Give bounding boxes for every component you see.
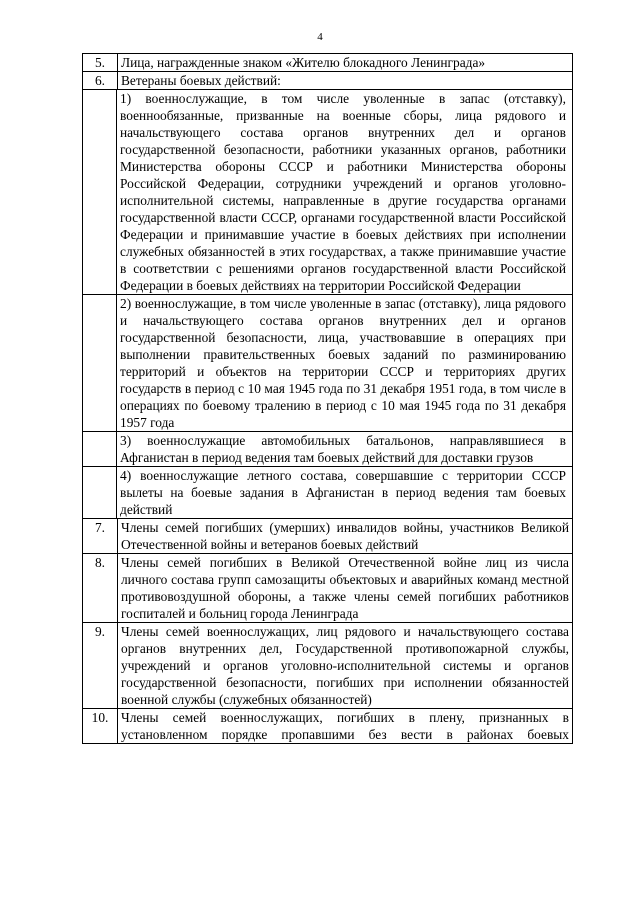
row-text: Члены семей военнослужащих, погибших в плену, признанных в установленном порядке пропавшими без вести в районах боевых (118, 709, 573, 744)
table-row (83, 519, 573, 554)
row-text: Ветераны боевых действий: (118, 72, 573, 90)
row-number: 8. (83, 554, 118, 623)
row-number: 5. (83, 54, 118, 72)
table-row (83, 709, 573, 744)
table-subrow (83, 467, 573, 519)
subrow-text: 3) военнослужащие автомобильных батальонов, направлявшиеся в Афганистан в период ведения там боевых действий для доставки грузов (116, 432, 569, 466)
subrow-text: 4) военнослужащие летного состава, совершавшие с территории СССР вылеты на боевые задания в Афганистан в период ведения там боевых действий (116, 467, 569, 518)
table-row (83, 72, 573, 90)
table-subrow (83, 432, 573, 467)
row-text: Члены семей погибших (умерших) инвалидов войны, участников Великой Отечественной войны и ветеранов боевых действий (118, 519, 573, 554)
table-row (83, 54, 573, 72)
row-number: 9. (83, 623, 118, 709)
row-text: Лица, награжденные знаком «Жителю блокадного Ленинграда» (118, 54, 573, 72)
subrow-text: 1) военнослужащие, в том числе уволенные в запас (отставку), военнообязанные, призванные на военные сборы, лица рядового и начальствующего состава органов внутренних дел и органов государственной безопасности, работники указанных органов, работники Министерства обороны СССР и работники Министерства обороны Российской Федерации, сотрудники учреждений и органов уголовно-исполнительной системы, направленные в другие государства органами государственной власти СССР, органами государственной власти Российской Федерации и принимавшие участие в боевых действиях при исполнении служебных обязанностей в этих государствах, а также принимавшие участие в соответствии с решениями органов государственной власти Российской Федерации в боевых действиях на территории Российской Федерации (116, 90, 569, 294)
page-number: 4 (317, 31, 323, 43)
row-number: 7. (83, 519, 118, 554)
subrow-cell (83, 432, 573, 467)
subrow-cell (83, 467, 573, 519)
categories-table (82, 53, 573, 744)
table-subrow (83, 90, 573, 295)
row-number: 10. (83, 709, 118, 744)
table-subrow (83, 295, 573, 432)
row-text: Члены семей военнослужащих, лиц рядового и начальствующего состава органов внутренних дел, Государственной противопожарной службы, учреждений и органов уголовно-исполнительной системы и органов государственной безопасности, погибших при исполнении обязанностей военной службы (служебных обязанностей) (118, 623, 573, 709)
row-text: Члены семей погибших в Великой Отечественной войне лиц из числа личного состава групп самозащиты объектовых и аварийных команд местной противовоздушной обороны, а также члены семей погибших работников госпиталей и больниц города Ленинграда (118, 554, 573, 623)
subrow-text: 2) военнослужащие, в том числе уволенные в запас (отставку), лица рядового и начальствующего состава органов внутренних дел и органов государственной безопасности, лица, участвовавшие в операциях при выполнении правительственных боевых заданий по разминированию территорий и объектов на территории СССР и территориях других государств в период с 10 мая 1945 года по 31 декабря 1951 года, в том числе в операциях по боевому тралению в период с 10 мая 1945 года по 31 декабря 1957 года (116, 295, 569, 431)
table-row (83, 623, 573, 709)
row-number: 6. (83, 72, 118, 90)
subrow-cell (83, 295, 573, 432)
subrow-cell (83, 90, 573, 295)
table-row (83, 554, 573, 623)
